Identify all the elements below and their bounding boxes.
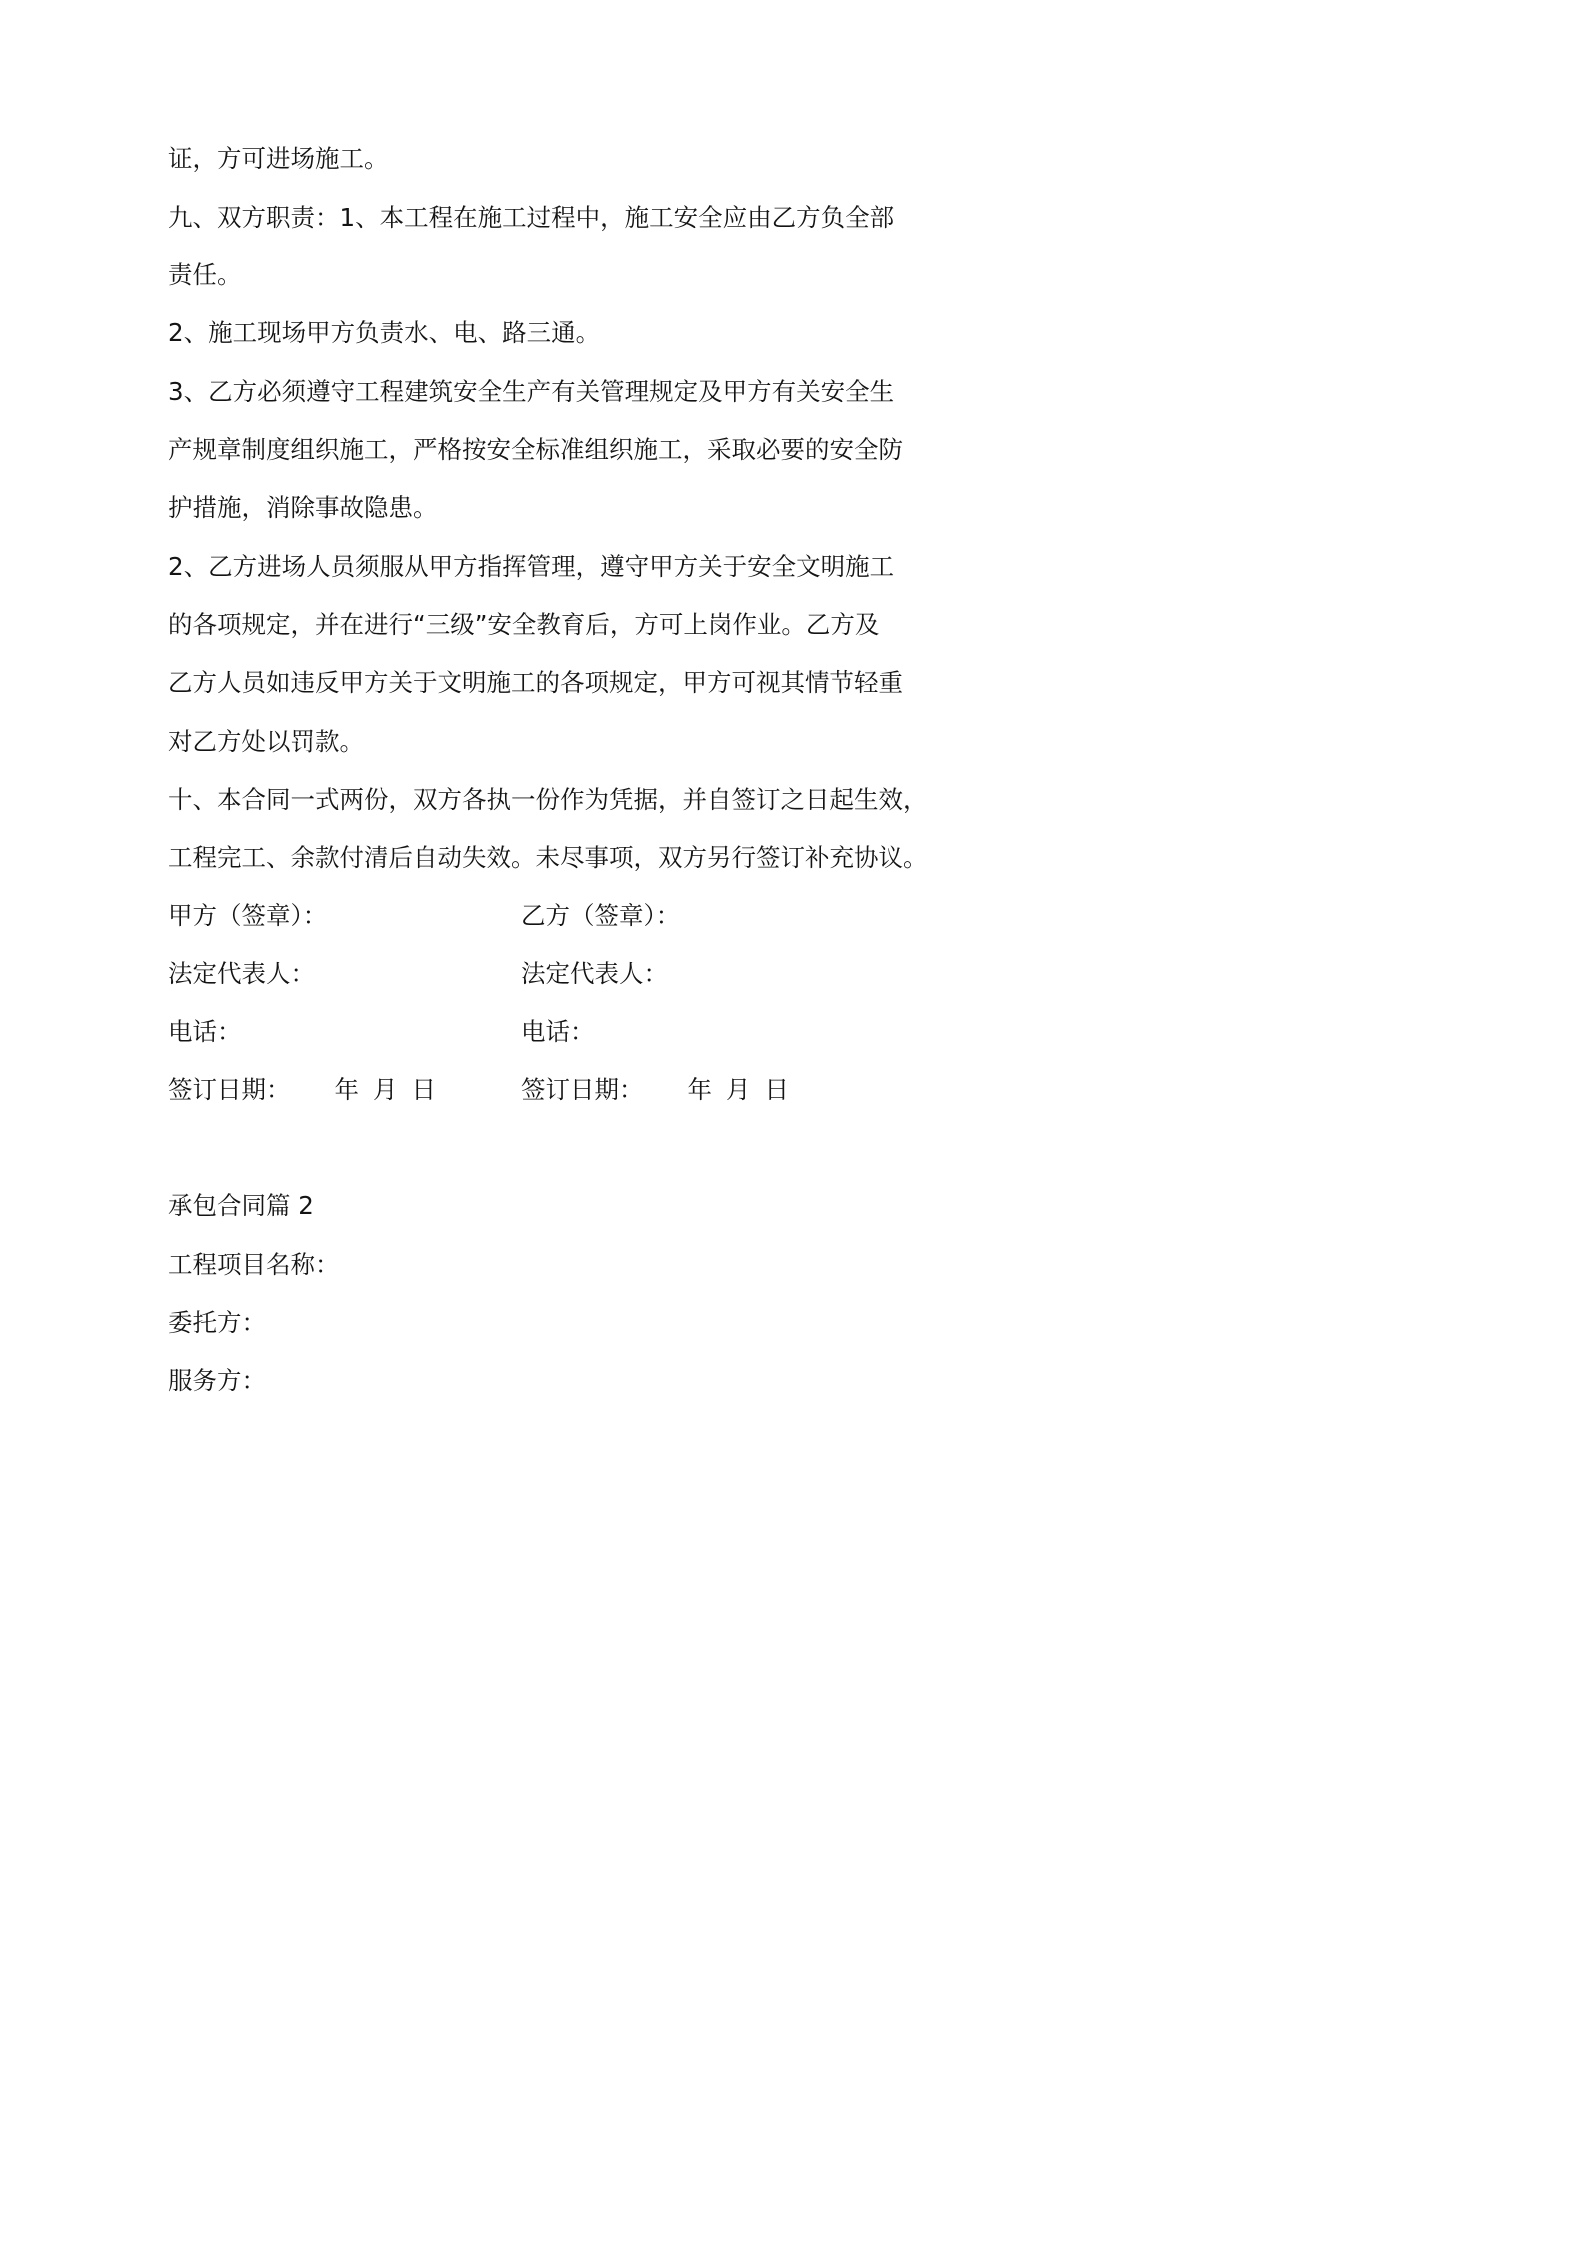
party-b-date-day: 日 bbox=[764, 1075, 789, 1104]
party-b-phone-label: 电话： bbox=[521, 1017, 595, 1046]
party-a-phone-label: 电话： bbox=[168, 1017, 242, 1046]
party-a-date-label: 签订日期： bbox=[168, 1075, 291, 1104]
provider-label: 服务方： bbox=[168, 1366, 266, 1395]
paragraph-line: 十、本合同一式两份，双方各执一份作为凭据，并自签订之日起生效， bbox=[168, 785, 928, 814]
party-b-date-label: 签订日期： bbox=[521, 1075, 644, 1104]
party-b-representative-label: 法定代表人： bbox=[521, 959, 668, 988]
paragraph-line: 九、双方职责：1、本工程在施工过程中，施工安全应由乙方负全部 bbox=[168, 203, 895, 232]
party-a-representative-label: 法定代表人： bbox=[168, 959, 315, 988]
paragraph-line: 的各项规定，并在进行“三级”安全教育后，方可上岗作业。乙方及 bbox=[168, 610, 880, 639]
paragraph-line: 护措施，消除事故隐患。 bbox=[168, 493, 438, 522]
paragraph-line: 证，方可进场施工。 bbox=[168, 144, 389, 173]
paragraph-line: 2、乙方进场人员须服从甲方指挥管理，遵守甲方关于安全文明施工 bbox=[168, 552, 895, 581]
section-title: 承包合同篇 2 bbox=[168, 1191, 314, 1220]
project-name-label: 工程项目名称： bbox=[168, 1250, 340, 1279]
party-a-date-year: 年 bbox=[334, 1075, 359, 1104]
paragraph-line: 2、施工现场甲方负责水、电、路三通。 bbox=[168, 318, 601, 347]
paragraph-line: 乙方人员如违反甲方关于文明施工的各项规定，甲方可视其情节轻重 bbox=[168, 668, 903, 697]
document-page bbox=[0, 0, 1104, 1562]
party-a-seal-label: 甲方（签章）： bbox=[168, 901, 328, 930]
party-b-date-row bbox=[521, 1075, 789, 1105]
party-a-date-row bbox=[168, 1075, 436, 1105]
party-b-date-year: 年 bbox=[687, 1075, 712, 1104]
party-a-date-day: 日 bbox=[411, 1075, 436, 1104]
paragraph-line: 对乙方处以罚款。 bbox=[168, 727, 364, 756]
party-a-date-month: 月 bbox=[373, 1075, 398, 1104]
paragraph-line: 产规章制度组织施工，严格按安全标准组织施工，采取必要的安全防 bbox=[168, 435, 903, 464]
party-b-date-month: 月 bbox=[726, 1075, 751, 1104]
party-b-seal-label: 乙方（签章）： bbox=[521, 901, 681, 930]
paragraph-line: 责任。 bbox=[168, 260, 242, 289]
paragraph-line: 工程完工、余款付清后自动失效。未尽事项，双方另行签订补充协议。 bbox=[168, 843, 928, 872]
paragraph-line: 3、乙方必须遵守工程建筑安全生产有关管理规定及甲方有关安全生 bbox=[168, 377, 895, 406]
client-label: 委托方： bbox=[168, 1308, 266, 1337]
